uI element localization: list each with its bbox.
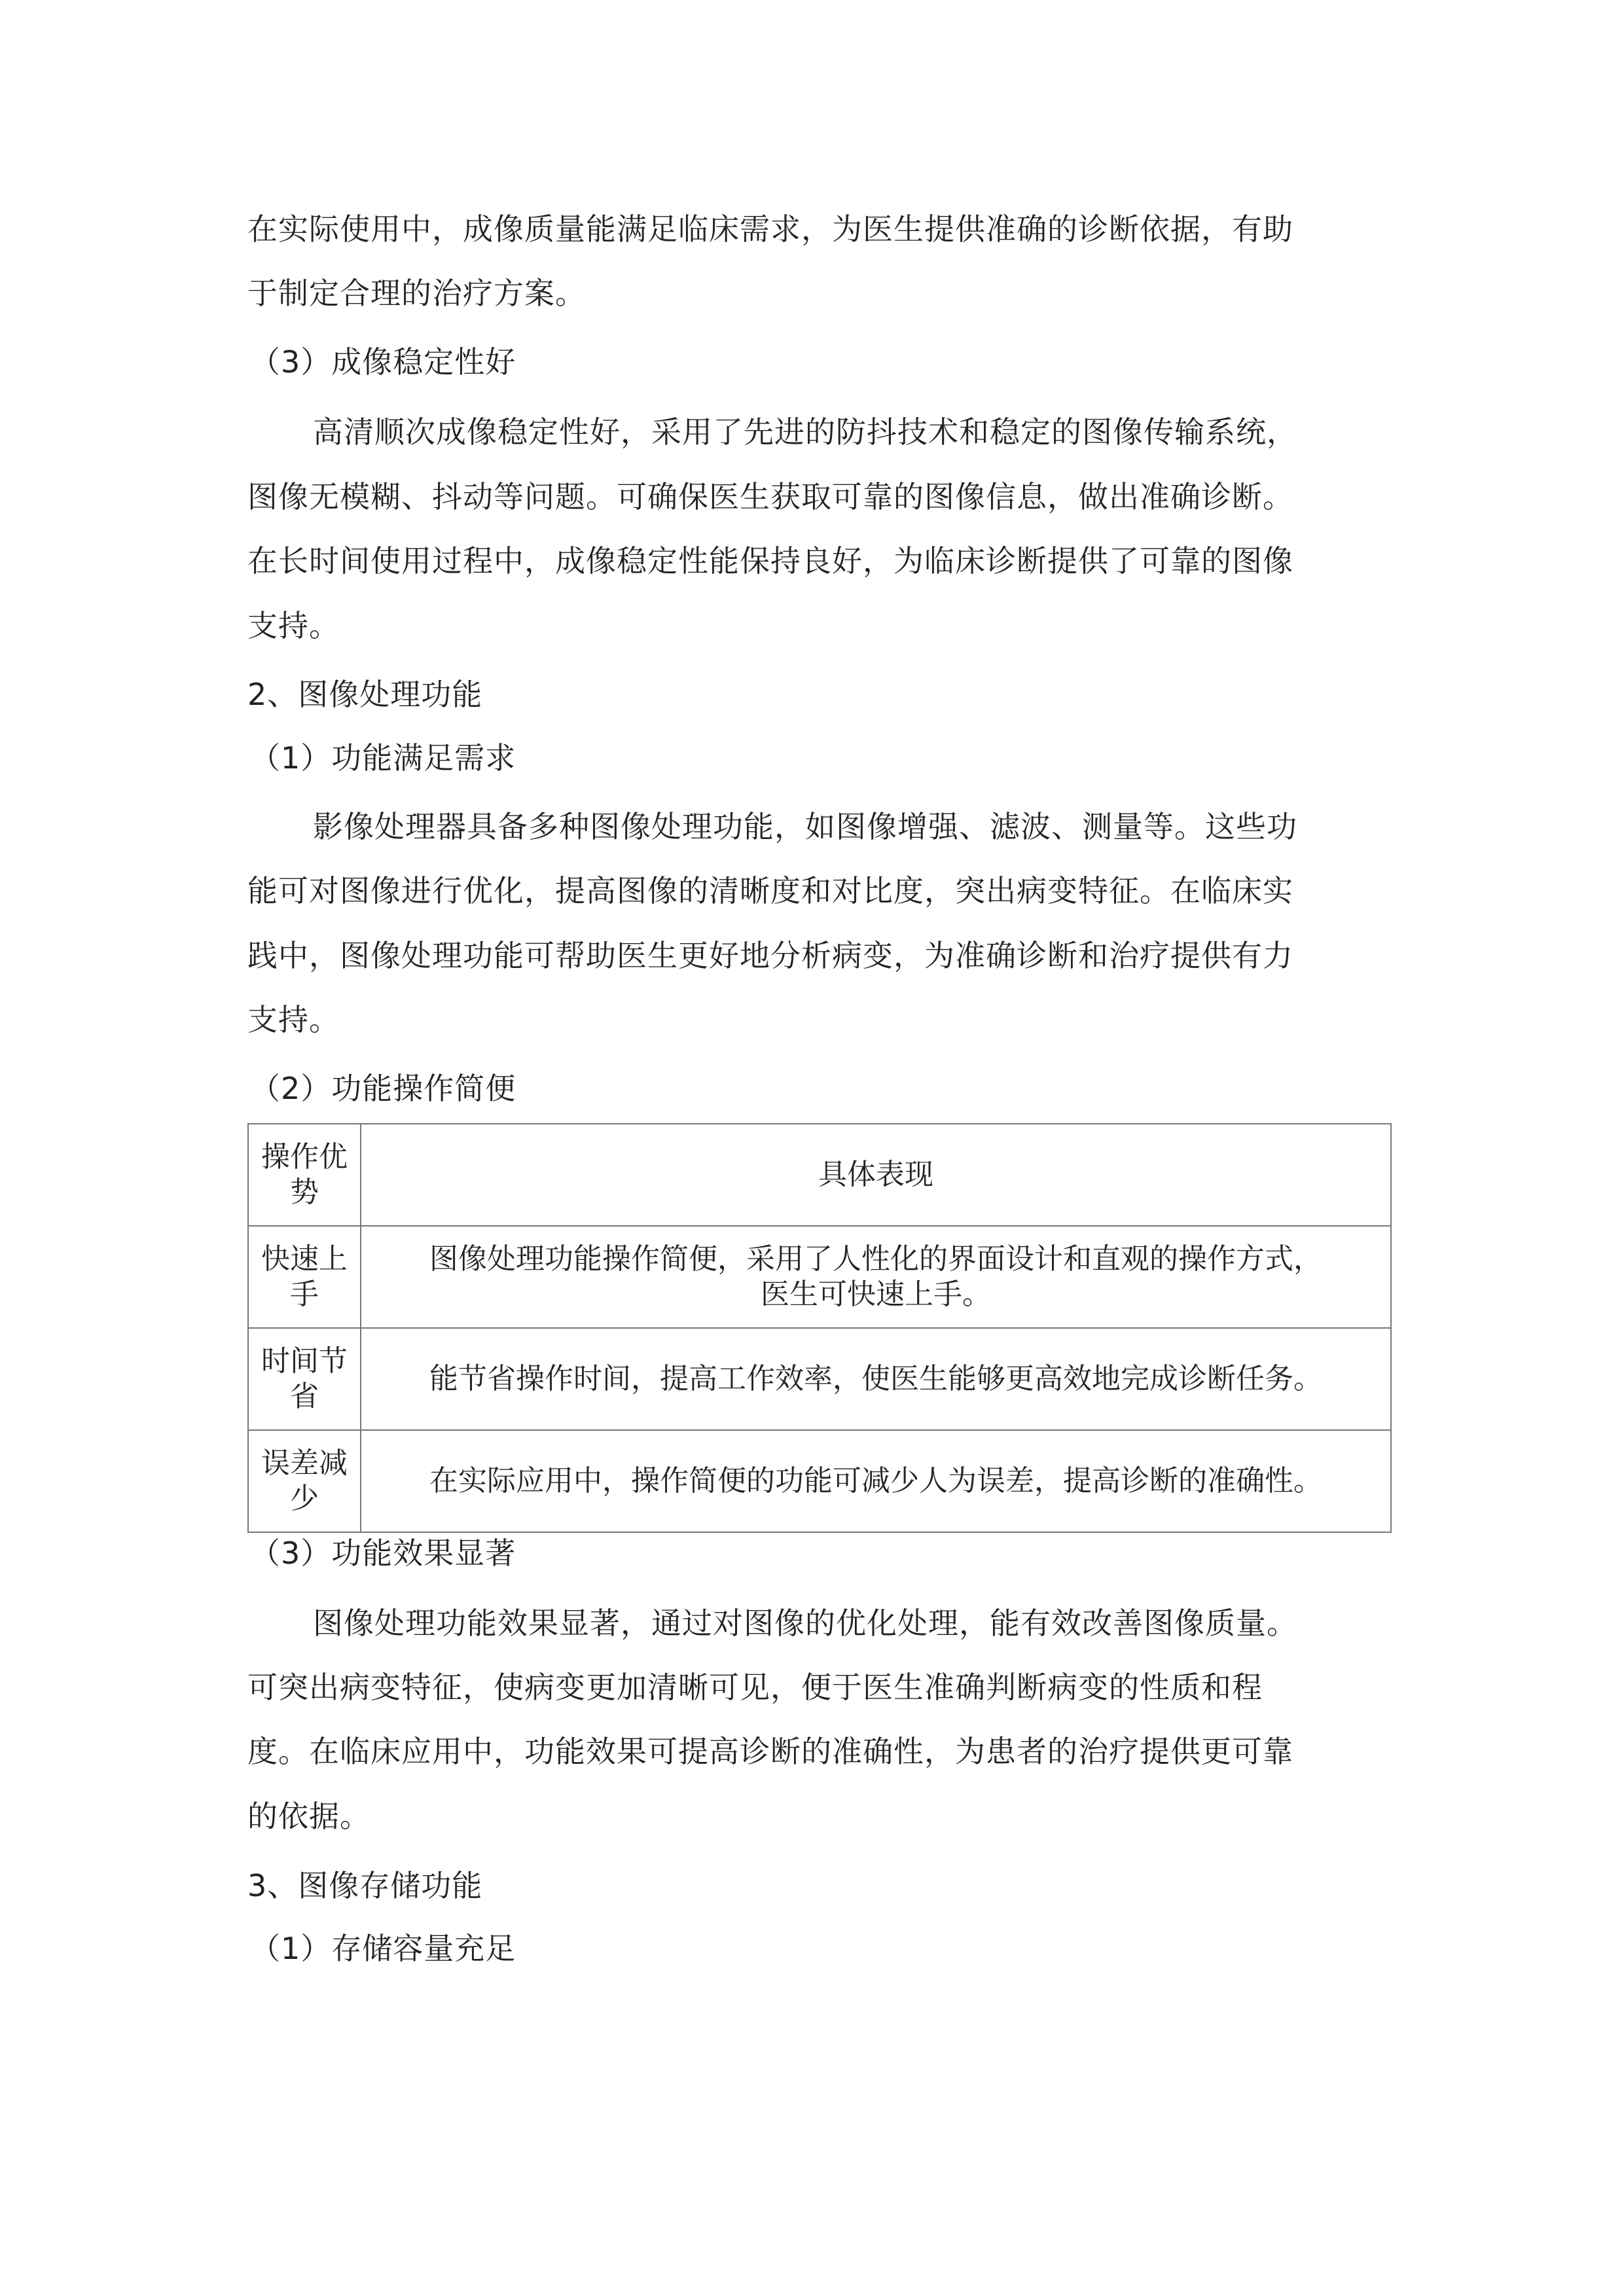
cell-text: 少 xyxy=(290,1482,319,1515)
paragraph-line: 于制定合理的治疗方案。 xyxy=(247,276,586,311)
table-row xyxy=(248,1328,1391,1430)
cell-text: 时间节 xyxy=(261,1344,348,1378)
table-row xyxy=(248,1430,1391,1532)
subheading-func-effect: （3）功能效果显著 xyxy=(250,1535,516,1571)
paragraph-line: 图像无模糊、抖动等问题。可确保医生获取可靠的图像信息，做出准确诊断。 xyxy=(247,479,1293,514)
subheading-stability: （3）成像稳定性好 xyxy=(250,344,516,380)
paragraph-line: 影像处理器具备多种图像处理功能，如图像增强、滤波、测量等。这些功 xyxy=(313,809,1297,844)
paragraph-line: 的依据。 xyxy=(247,1799,370,1834)
table-cell-text xyxy=(361,1430,1391,1532)
table-cell-label xyxy=(248,1226,361,1328)
advantages-table xyxy=(247,1123,1392,1533)
table-cell-text xyxy=(361,1328,1391,1430)
paragraph-line: 支持。 xyxy=(247,1002,340,1037)
paragraph-line: 图像处理功能效果显著，通过对图像的优化处理，能有效改善图像质量。 xyxy=(313,1605,1297,1641)
table-header-cell xyxy=(361,1124,1391,1226)
cell-text: 快速上 xyxy=(261,1242,348,1276)
table-cell-text xyxy=(361,1226,1391,1328)
table-header-row xyxy=(248,1124,1391,1226)
cell-text: 在实际应用中，操作简便的功能可减少人为误差，提高诊断的准确性。 xyxy=(429,1464,1322,1498)
table-cell-label xyxy=(248,1430,361,1532)
header-text: 具体表现 xyxy=(818,1158,933,1191)
table-row xyxy=(248,1226,1391,1328)
section-heading-processing: 2、图像处理功能 xyxy=(247,677,483,712)
subheading-func-need: （1）功能满足需求 xyxy=(250,740,516,776)
header-text: 操作优 xyxy=(261,1140,348,1174)
cell-text: 省 xyxy=(290,1380,319,1413)
cell-text: 手 xyxy=(290,1278,319,1311)
cell-text: 能节省操作时间，提高工作效率，使医生能够更高效地完成诊断任务。 xyxy=(429,1362,1322,1395)
paragraph-line: 支持。 xyxy=(247,608,340,643)
section-heading-storage: 3、图像存储功能 xyxy=(247,1868,483,1903)
cell-text: 医生可快速上手。 xyxy=(761,1278,991,1311)
paragraph-line: 度。在临床应用中，功能效果可提高诊断的准确性，为患者的治疗提供更可靠 xyxy=(247,1734,1293,1769)
paragraph-line: 高清顺次成像稳定性好，采用了先进的防抖技术和稳定的图像传输系统， xyxy=(313,414,1297,450)
table-header-cell xyxy=(248,1124,361,1226)
paragraph-line: 践中，图像处理功能可帮助医生更好地分析病变，为准确诊断和治疗提供有力 xyxy=(247,938,1293,973)
table-cell-label xyxy=(248,1328,361,1430)
subheading-func-easy: （2）功能操作简便 xyxy=(250,1071,516,1106)
paragraph-line: 在实际使用中，成像质量能满足临床需求，为医生提供准确的诊断依据，有助 xyxy=(247,211,1293,247)
cell-text: 误差减 xyxy=(261,1446,348,1480)
cell-text: 图像处理功能操作简便，采用了人性化的界面设计和直观的操作方式， xyxy=(429,1242,1322,1276)
paragraph-line: 能可对图像进行优化，提高图像的清晰度和对比度，突出病变特征。在临床实 xyxy=(247,873,1293,908)
header-text: 势 xyxy=(290,1175,319,1209)
paragraph-line: 可突出病变特征，使病变更加清晰可见，便于医生准确判断病变的性质和程 xyxy=(247,1670,1263,1705)
paragraph-line: 在长时间使用过程中，成像稳定性能保持良好，为临床诊断提供了可靠的图像 xyxy=(247,543,1293,579)
subheading-capacity: （1）存储容量充足 xyxy=(250,1931,516,1966)
